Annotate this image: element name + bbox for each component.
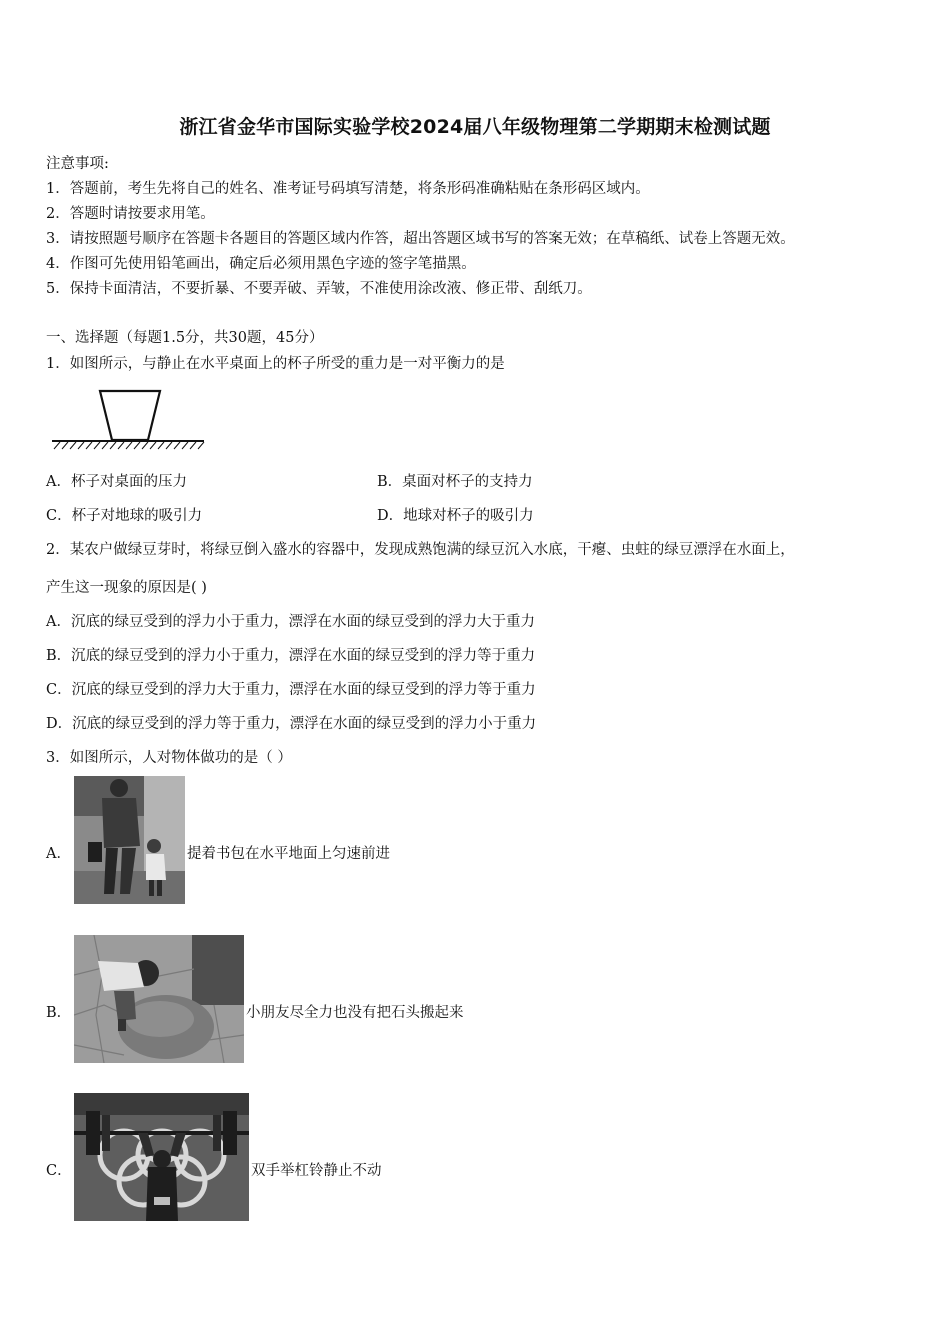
photo-weightlifter bbox=[74, 1093, 249, 1221]
notice-item: 5．保持卡面清洁，不要折暴、不要弄破、弄皱，不准使用涂改液、修正带、刮纸刀。 bbox=[46, 281, 592, 297]
q1-option-a: A．杯子对桌面的压力 bbox=[46, 474, 187, 490]
q3-option-c-letter: C． bbox=[46, 1163, 72, 1179]
q1-option-b: B．桌面对杯子的支持力 bbox=[377, 474, 533, 490]
photo-carrying-bag bbox=[74, 776, 185, 904]
cup-on-table-figure bbox=[48, 388, 206, 452]
q2-option-a: A．沉底的绿豆受到的浮力小于重力，漂浮在水面的绿豆受到的浮力大于重力 bbox=[46, 614, 535, 630]
q2-option-d: D．沉底的绿豆受到的浮力等于重力，漂浮在水面的绿豆受到的浮力小于重力 bbox=[46, 716, 537, 732]
notice-item: 3．请按照题号顺序在答题卡各题目的答题区域内作答，超出答题区域书写的答案无效；在草稿纸、试卷上答题无效。 bbox=[46, 231, 795, 247]
question-2-stem: 2．某农户做绿豆芽时，将绿豆倒入盛水的容器中，发现成熟饱满的绿豆沉入水底，干瘪、虫蛀的绿豆漂浮在水面上， bbox=[46, 542, 795, 558]
q3-option-a-text: 提着书包在水平地面上匀速前进 bbox=[187, 846, 390, 862]
question-1-stem: 1．如图所示，与静止在水平桌面上的杯子所受的重力是一对平衡力的是 bbox=[46, 356, 505, 372]
photo-child-lifting-rock bbox=[74, 935, 244, 1063]
q3-option-b-letter: B． bbox=[46, 1005, 72, 1021]
notice-item: 4．作图可先使用铅笔画出，确定后必须用黑色字迹的签字笔描黑。 bbox=[46, 256, 476, 272]
notice-item: 2．答题时请按要求用笔。 bbox=[46, 206, 215, 222]
table-hatch bbox=[54, 442, 204, 449]
notice-item: 1．答题前，考生先将自己的姓名、准考证号码填写清楚，将条形码准确粘贴在条形码区域内。 bbox=[46, 181, 650, 197]
page-title: 浙江省金华市国际实验学校2024届八年级物理第二学期期末检测试题 bbox=[179, 116, 771, 138]
question-3-stem: 3．如图所示，人对物体做功的是（ ） bbox=[46, 750, 292, 766]
q3-option-c-text: 双手举杠铃静止不动 bbox=[251, 1163, 382, 1179]
q1-option-d: D．地球对杯子的吸引力 bbox=[377, 508, 534, 524]
q3-option-b-text: 小朋友尽全力也没有把石头搬起来 bbox=[246, 1005, 464, 1021]
q2-option-c: C．沉底的绿豆受到的浮力大于重力，漂浮在水面的绿豆受到的浮力等于重力 bbox=[46, 682, 536, 698]
notice-heading: 注意事项: bbox=[46, 156, 109, 172]
cup-shape bbox=[100, 391, 160, 440]
question-2-stem-cont: 产生这一现象的原因是( ) bbox=[46, 580, 207, 596]
q1-option-c: C．杯子对地球的吸引力 bbox=[46, 508, 203, 524]
q2-option-b: B．沉底的绿豆受到的浮力小于重力，漂浮在水面的绿豆受到的浮力等于重力 bbox=[46, 648, 536, 664]
q3-option-a-letter: A． bbox=[46, 846, 71, 862]
section-heading: 一、选择题（每题1.5分，共30题，45分） bbox=[46, 330, 324, 346]
